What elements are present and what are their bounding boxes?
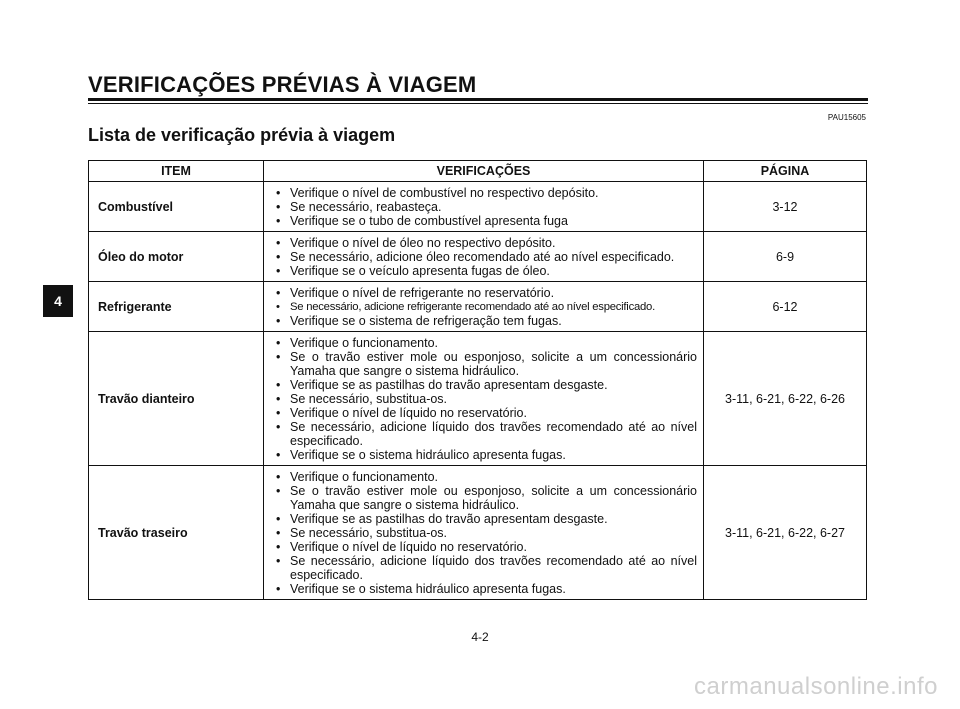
reference-code: PAU15605 (827, 113, 866, 122)
check-item: • Verifique se as pastilhas do travão apresentam desgaste. (270, 378, 697, 392)
row-item: Óleo do motor (89, 232, 264, 282)
check-item: • Verifique o funcionamento. (270, 336, 697, 350)
row-checks (264, 182, 704, 232)
chapter-tab: 4 (43, 285, 73, 317)
header-item: ITEM (89, 161, 264, 182)
row-checks (264, 332, 704, 466)
table-row (89, 332, 867, 466)
row-page: 6-9 (704, 232, 867, 282)
row-page: 6-12 (704, 282, 867, 332)
row-item: Combustível (89, 182, 264, 232)
check-item: • Verifique se o sistema hidráulico apresenta fugas. (270, 448, 697, 462)
table-row (89, 466, 867, 600)
check-item: • Se necessário, adicione refrigerante recomendado até ao nível especificado. (270, 300, 697, 314)
row-item: Refrigerante (89, 282, 264, 332)
row-checks (264, 232, 704, 282)
page-number: 4-2 (471, 630, 489, 644)
header-page: PÁGINA (704, 161, 867, 182)
table-header-row (89, 161, 867, 182)
chapter-title: VERIFICAÇÕES PRÉVIAS À VIAGEM (88, 72, 477, 97)
section-title: Lista de verificação prévia à viagem (88, 125, 396, 145)
checklist-table (88, 160, 867, 600)
check-item: • Verifique o nível de combustível no respectivo depósito. (270, 186, 697, 200)
table-row (89, 232, 867, 282)
table-row (89, 282, 867, 332)
row-page: 3-11, 6-21, 6-22, 6-27 (704, 466, 867, 600)
check-item: • Verifique se o veículo apresenta fugas de óleo. (270, 264, 697, 278)
check-item: • Verifique se o sistema hidráulico apresenta fugas. (270, 582, 697, 596)
check-item: • Se o travão estiver mole ou esponjoso, solicite a um concessionário Yamaha que sangre o sistema hidráulico. (270, 484, 697, 512)
check-item: • Se necessário, adicione líquido dos travões recomendado até ao nível especificado. (270, 420, 697, 448)
title-underline-thin (88, 103, 868, 104)
row-page: 3-12 (704, 182, 867, 232)
check-item: • Se necessário, substitua-os. (270, 392, 697, 406)
row-item: Travão traseiro (89, 466, 264, 600)
check-item: • Se o travão estiver mole ou esponjoso, solicite a um concessionário Yamaha que sangre o sistema hidráulico. (270, 350, 697, 378)
check-item: • Verifique se o tubo de combustível apresenta fuga (270, 214, 697, 228)
check-item: • Verifique o nível de líquido no reservatório. (270, 540, 697, 554)
check-item: • Se necessário, adicione líquido dos travões recomendado até ao nível especificado. (270, 554, 697, 582)
check-item: • Verifique se as pastilhas do travão apresentam desgaste. (270, 512, 697, 526)
check-item: • Verifique o nível de líquido no reservatório. (270, 406, 697, 420)
title-underline (88, 98, 868, 101)
header-checks: VERIFICAÇÕES (264, 161, 704, 182)
watermark: carmanualsonline.info (694, 673, 938, 700)
row-item: Travão dianteiro (89, 332, 264, 466)
check-item: • Verifique o funcionamento. (270, 470, 697, 484)
check-item: • Se necessário, substitua-os. (270, 526, 697, 540)
check-item: • Verifique o nível de refrigerante no reservatório. (270, 286, 697, 300)
row-checks (264, 282, 704, 332)
row-checks (264, 466, 704, 600)
check-item: • Verifique se o sistema de refrigeração tem fugas. (270, 314, 697, 328)
check-item: • Verifique o nível de óleo no respectivo depósito. (270, 236, 697, 250)
check-item: • Se necessário, adicione óleo recomendado até ao nível especificado. (270, 250, 697, 264)
table-row (89, 182, 867, 232)
row-page: 3-11, 6-21, 6-22, 6-26 (704, 332, 867, 466)
check-item: • Se necessário, reabasteça. (270, 200, 697, 214)
